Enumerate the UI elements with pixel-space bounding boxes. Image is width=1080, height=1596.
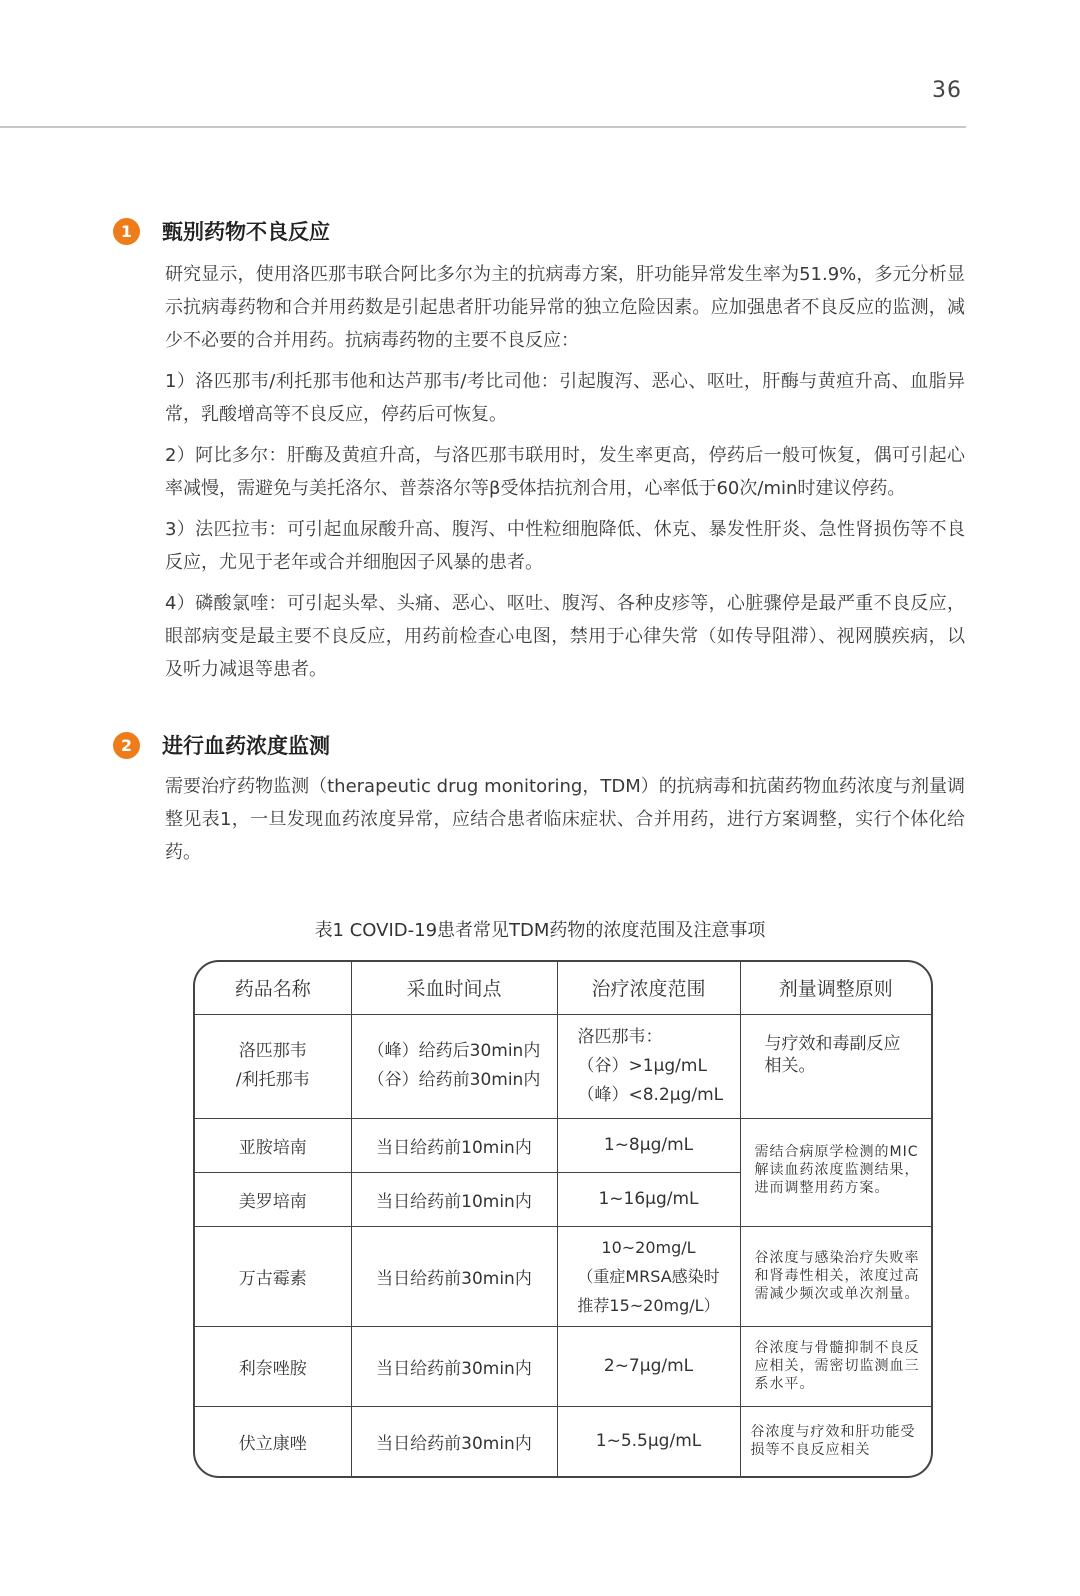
sampling-time-cell: 当日给药前30min内 (351, 1406, 557, 1476)
paragraph: 需要治疗药物监测（therapeutic drug monitoring，TDM）的抗病毒和抗菌药物血药浓度与剂量调整见表1，一旦发现血药浓度异常，应结合患者临床症状、合并用药，进行方案调整，实行个体化给药。 (165, 776, 965, 863)
section-heading (113, 214, 965, 248)
table-row (195, 1118, 931, 1172)
concentration-range-cell: 2~7μg/mL (557, 1326, 740, 1406)
paragraph: 3）法匹拉韦：可引起血尿酸升高、腹泻、中性粒细胞降低、休克、暴发性肝炎、急性肾损伤等不良反应，尤见于老年或合并细胞因子风暴的患者。 (165, 519, 965, 573)
concentration-range-cell: 10~20mg/L （重症MRSA感染时 推荐15~20mg/L） (557, 1226, 740, 1326)
drug-name-cell: 利奈唑胺 (195, 1326, 351, 1406)
table-row (195, 1406, 931, 1476)
column-header: 剂量调整原则 (740, 962, 931, 1014)
drug-name-cell: 伏立康唑 (195, 1406, 351, 1476)
table-caption: 表1 COVID-19患者常见TDM药物的浓度范围及注意事项 (314, 920, 766, 941)
drug-name-cell: 洛匹那韦 /利托那韦 (195, 1014, 351, 1118)
table-row (195, 1014, 931, 1118)
section-heading (113, 728, 965, 762)
concentration-range-cell: 1~8μg/mL (557, 1118, 740, 1172)
section-number-badge: 1 (113, 218, 140, 245)
column-header: 药品名称 (195, 962, 351, 1014)
table-row (195, 1226, 931, 1326)
dose-principle-cell: 谷浓度与感染治疗失败率和肾毒性相关，浓度过高需减少频次或单次剂量。 (740, 1226, 931, 1326)
dose-principle-cell: 谷浓度与骨髓抑制不良反应相关，需密切监测血三系水平。 (740, 1326, 931, 1406)
paragraph: 1）洛匹那韦/利托那韦他和达芦那韦/考比司他：引起腹泻、恶心、呕吐，肝酶与黄疸升高、血脂异常，乳酸增高等不良反应，停药后可恢复。 (165, 371, 965, 425)
sampling-time-cell: 当日给药前10min内 (351, 1118, 557, 1172)
section-adverse-reactions (113, 214, 965, 686)
header-rule (0, 126, 966, 128)
drug-name-cell: 美罗培南 (195, 1172, 351, 1226)
sampling-time-cell: （峰）给药后30min内 （谷）给药前30min内 (351, 1014, 557, 1118)
concentration-range-cell: 1~16μg/mL (557, 1172, 740, 1226)
paragraph: 研究显示，使用洛匹那韦联合阿比多尔为主的抗病毒方案，肝功能异常发生率为51.9%，多元分析显示抗病毒药物和合并用药数是引起患者肝功能异常的独立危险因素。应加强患者不良反应的监测，减少不必要的合并用药。抗病毒药物的主要不良反应： (165, 264, 965, 351)
dose-principle-cell: 需结合病原学检测的MIC解读血药浓度监测结果，进而调整用药方案。 (740, 1118, 931, 1226)
table-row (195, 1326, 931, 1406)
concentration-range-cell: 洛匹那韦： （谷）>1μg/mL （峰）<8.2μg/mL (557, 1014, 740, 1118)
paragraph: 4）磷酸氯喹：可引起头晕、头痛、恶心、呕吐、腹泻、各种皮疹等，心脏骤停是最严重不良反应，眼部病变是最主要不良反应，用药前检查心电图，禁用于心律失常（如传导阻滞）、视网膜疾病，以及听力减退等患者。 (165, 593, 965, 680)
section-title: 进行血药浓度监测 (162, 734, 330, 758)
section-tdm (113, 728, 965, 869)
table-header-row (195, 962, 931, 1014)
tdm-table (193, 960, 933, 1478)
sampling-time-cell: 当日给药前30min内 (351, 1226, 557, 1326)
sampling-time-cell: 当日给药前30min内 (351, 1326, 557, 1406)
sampling-time-cell: 当日给药前10min内 (351, 1172, 557, 1226)
dose-principle-cell: 与疗效和毒副反应相关。 (740, 1014, 931, 1118)
column-header: 治疗浓度范围 (557, 962, 740, 1014)
concentration-range-cell: 1~5.5μg/mL (557, 1406, 740, 1476)
page-number: 36 (932, 78, 962, 103)
drug-name-cell: 亚胺培南 (195, 1118, 351, 1172)
paragraph: 2）阿比多尔：肝酶及黄疸升高，与洛匹那韦联用时，发生率更高，停药后一般可恢复，偶可引起心率减慢，需避免与美托洛尔、普萘洛尔等β受体拮抗剂合用，心率低于60次/min时建议停药。 (165, 445, 965, 499)
section-title: 甄别药物不良反应 (162, 220, 330, 244)
drug-name-cell: 万古霉素 (195, 1226, 351, 1326)
section-number-badge: 2 (113, 732, 140, 759)
column-header: 采血时间点 (351, 962, 557, 1014)
dose-principle-cell: 谷浓度与疗效和肝功能受损等不良反应相关 (740, 1406, 931, 1476)
